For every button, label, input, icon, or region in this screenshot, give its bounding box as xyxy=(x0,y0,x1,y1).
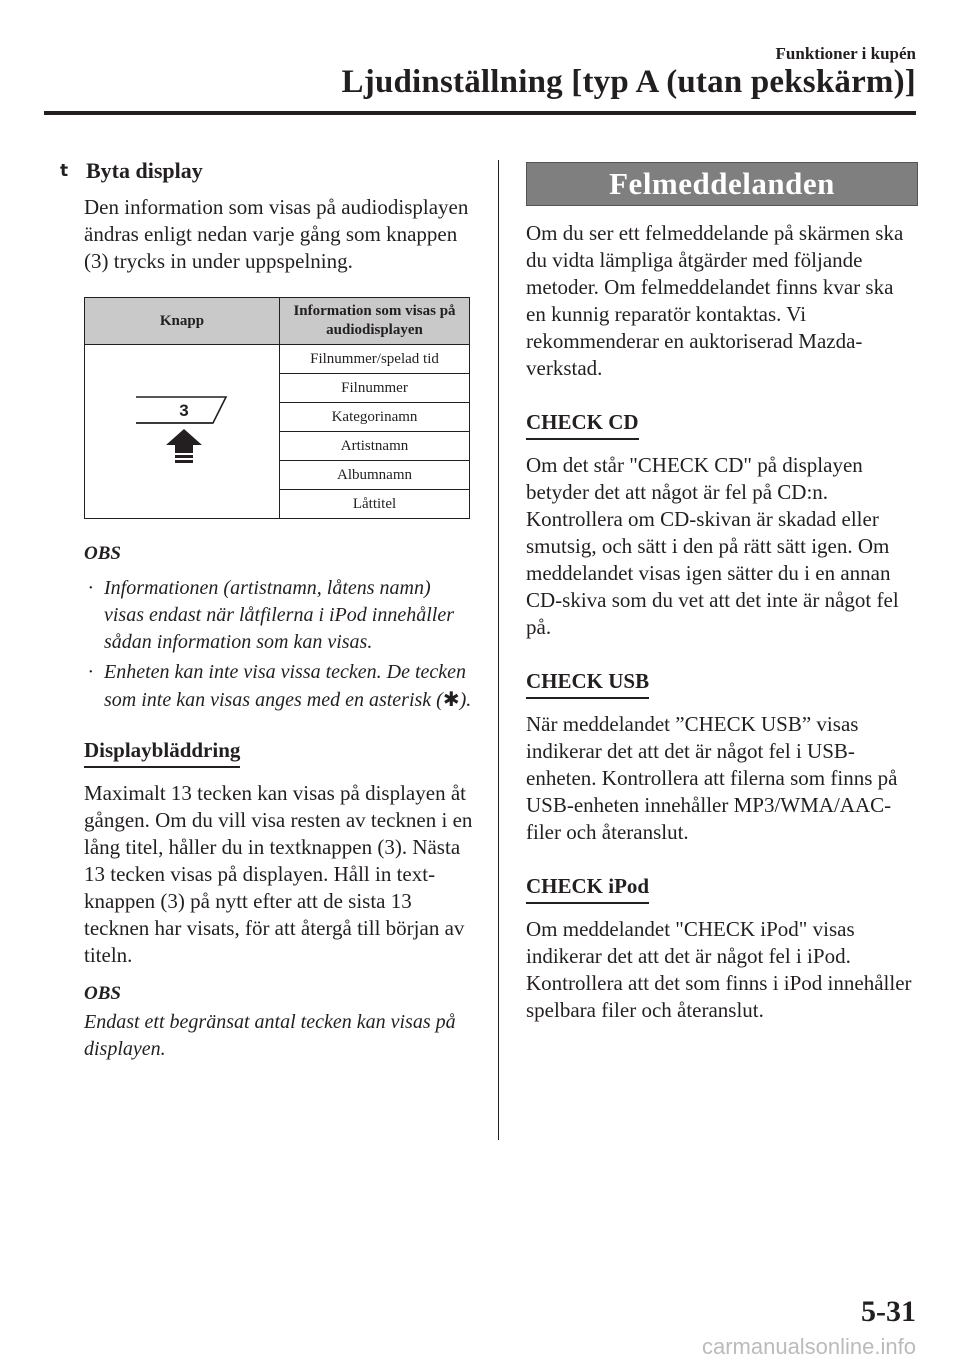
note-label: OBS xyxy=(84,983,121,1004)
error-heading: CHECK CD xyxy=(526,410,639,440)
table-header-row xyxy=(85,298,470,345)
button-number: 3 xyxy=(179,401,189,420)
note-text: Endast ett begränsat antal tecken kan visas på displayen. xyxy=(84,1011,456,1060)
column-divider xyxy=(498,160,499,1140)
error-heading: CHECK iPod xyxy=(526,874,649,904)
note-text: Enheten kan inte visa vissa tecken. De tecken som inte kan visas anges med en asterisk ( xyxy=(104,661,467,711)
section-title: Byta display xyxy=(86,158,203,183)
note-text: Informationen (artistnamn, låtens namn) visas endast när låtfilerna i iPod innehåller sådan information som kan visas. xyxy=(104,577,454,653)
subsection-heading: Displaybläddring xyxy=(84,738,240,768)
table-cell: Albumnamn xyxy=(280,461,470,490)
right-column xyxy=(526,162,916,1038)
section-banner: Felmeddelanden xyxy=(526,162,918,206)
display-info-table xyxy=(84,297,470,519)
watermark: carmanualsonline.info xyxy=(701,1334,916,1359)
table-cell: Artistnamn xyxy=(280,432,470,461)
note-list xyxy=(84,575,474,714)
scroll-paragraph: Maximalt 13 tecken kan visas på displayen åt gången. Om du vill visa resten av tecknen i en lång titel, håller du in textknappen (3). Nästa 13 tecken visas på displayen. Håll in text-knappen (3) på nytt efter att de sista 13 tecknen har visats, för att återgå till början av titeln. xyxy=(84,781,473,967)
chapter-label: Funktioner i kupén xyxy=(775,44,916,63)
error-paragraph: Om det står "CHECK CD" på displayen betyder det att något är fel på CD:n. Kontrollera om CD-skivan är skadad eller smutsig, och sätt i den på rätt sätt igen. Om meddelandet visas igen sätter du i en annan CD-skiva som du vet att det inte är något fel på. xyxy=(526,453,899,639)
table-cell: Filnummer xyxy=(280,374,470,403)
error-heading: CHECK USB xyxy=(526,669,649,699)
note-text-end: ). xyxy=(459,689,472,711)
button-3-icon xyxy=(122,383,242,475)
table-cell: Kategorinamn xyxy=(280,403,470,432)
list-item: · Informationen (artistnamn, låtens namn) visas endast när låtfilerna i iPod innehåller sådan information som kan visas. xyxy=(88,577,454,653)
left-column xyxy=(60,158,474,1063)
intro-paragraph: Den information som visas på audiodisplayen ändras enligt nedan varje gång som knappen (3) trycks in under uppspelning. xyxy=(84,195,469,273)
asterisk-icon: ✱ xyxy=(442,687,460,711)
table-cell: Låttitel xyxy=(280,490,470,519)
list-item: · Enheten kan inte visa vissa tecken. De tecken som inte kan visas anges med en asterisk (✱). xyxy=(88,661,472,711)
note-label: OBS xyxy=(84,543,121,564)
header-rule xyxy=(44,111,916,115)
section-bullet-icon: t xyxy=(60,161,69,181)
section-heading xyxy=(60,158,474,184)
table-header-info: Information som visas på audiodisplayen xyxy=(280,298,470,345)
error-paragraph: Om meddelandet "CHECK iPod" visas indikerar det att det är något fel i iPod. Kontrollera att det som finns i iPod innehåller spelbara filer och återanslut. xyxy=(526,917,912,1022)
table-row xyxy=(85,345,470,374)
table-header-button: Knapp xyxy=(85,298,280,345)
page-title: Ljudinställning [typ A (utan pekskärm)] xyxy=(341,64,916,100)
error-paragraph: När meddelandet ”CHECK USB” visas indikerar det att det är något fel i USB-enheten. Kontrollera att filerna som finns på USB-enheten innehåller MP3/WMA/AAC-filer och återanslut. xyxy=(526,712,898,844)
table-cell: Filnummer/spelad tid xyxy=(280,345,470,374)
button-illustration xyxy=(85,345,280,519)
intro-paragraph: Om du ser ett felmeddelande på skärmen ska du vidta lämpliga åtgärder med följande metoder. Om felmeddelandet finns kvar ska en kunnig reparatör kontaktas. Vi rekommenderar en auktoriserad Mazda-verkstad. xyxy=(526,221,904,380)
page-number: 5-31 xyxy=(861,1295,916,1328)
